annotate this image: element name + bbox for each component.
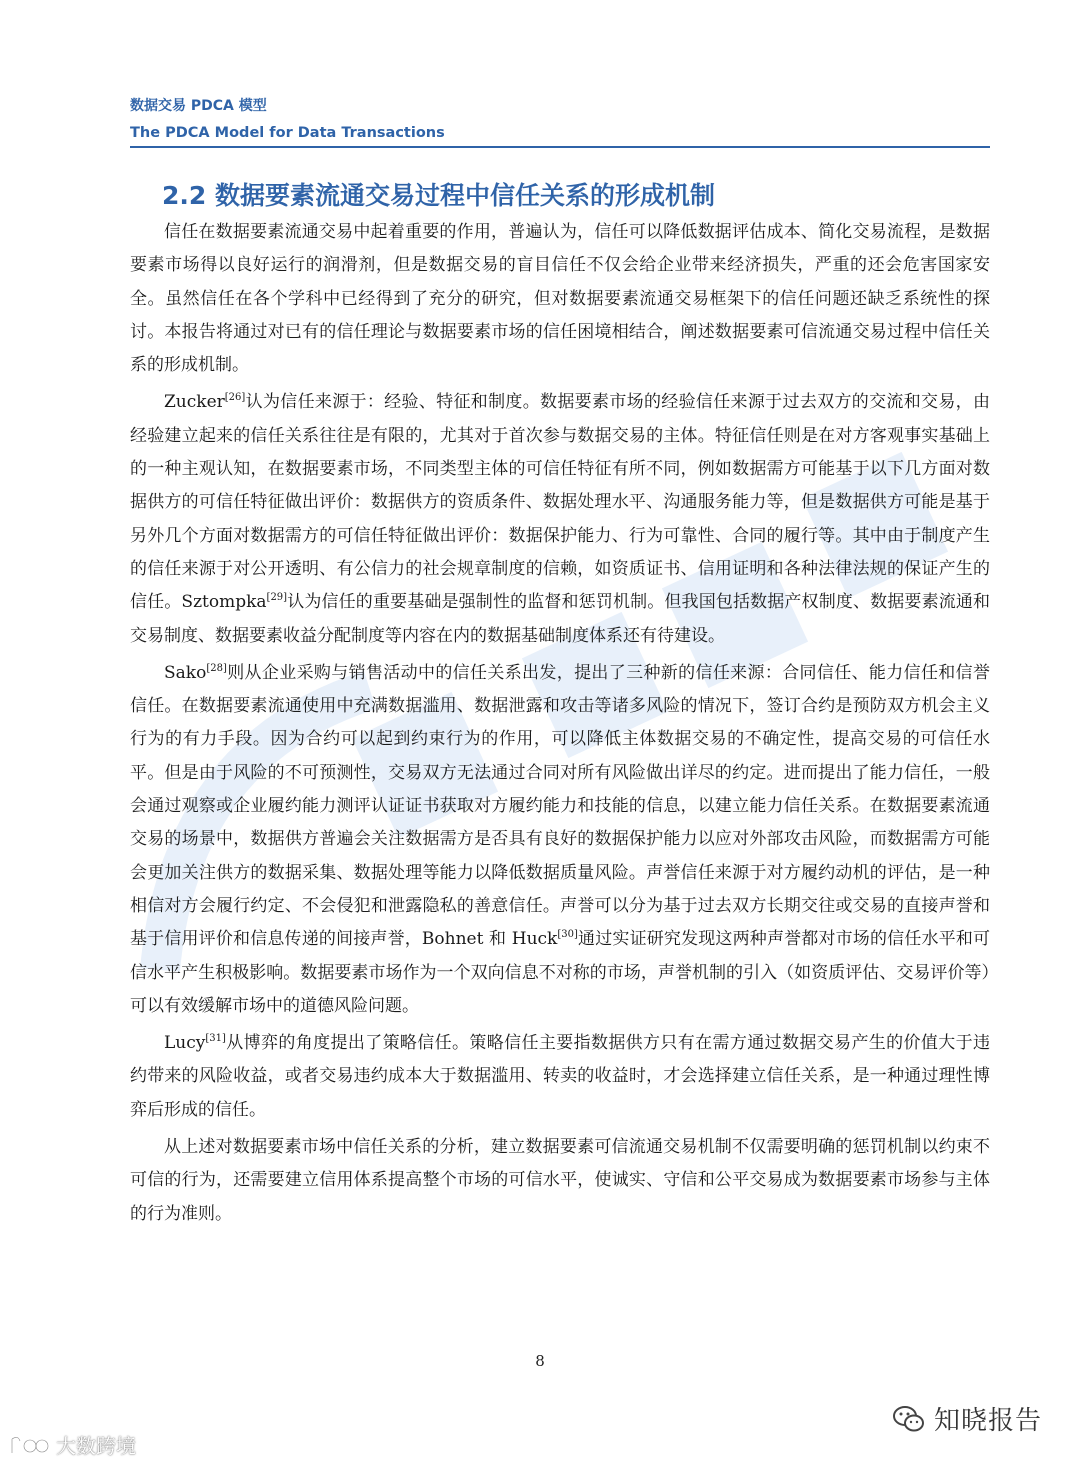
wechat-icon [892,1404,926,1434]
header-title-en: The PDCA Model for Data Transactions [130,125,445,141]
citation-ref: [28] [206,662,227,674]
left-watermark-text: 大数跨境 [56,1434,136,1458]
paragraph-5: 从上述对数据要素市场中信任关系的分析，建立数据要素可信流通交易机制不仅需要明确的惩罚机制以约束不可信的行为，还需要建立信用体系提高整个市场的可信水平，使诚实、守信和公平交易成为数据要素市场参与主体的行为准则。 [130,1137,990,1224]
citation-author: Lucy [164,1033,206,1054]
paragraph-text: 认为信任来源于：经验、特征和制度。数据要素市场的经验信任来源于过去双方的交流和交易，由经验建立起来的信任关系往往是有限的，尤其对于首次参与数据交易的主体。特征信任则是在对方客观事实基础上的一种主观认知，在数据要素市场，不同类型主体的可信任特征有所不同，例如数据需方可能基于以下几方面对数据供方的可信任特征做出评价：数据供方的资质条件、数据处理水平、沟通服务能力等，但是数据供方可能是基于另外几个方面对数据需方的可信任特征做出评价：数据保护能力、行为可靠性、合同的履行等。其中由于制度产生的信任来源于对公开透明、有公信力的社会规章制度的信赖，如资质证书、信用证明和各种法律法规的保证产生的信任。Sztompka [130,392,990,613]
brand-logo-icon [8,1433,50,1457]
header-title-cn: 数据交易 PDCA 模型 [130,98,267,114]
paragraph-text: 则从企业采购与销售活动中的信任关系出发，提出了三种新的信任来源：合同信任、能力信任和信誉信任。在数据要素流通使用中充满数据滥用、数据泄露和攻击等诸多风险的情况下，签订合约是预防双方机会主义行为的有力手段。因为合约可以起到约束行为的作用，可以降低主体数据交易的不确定性，提高交易的可信任水平。但是由于风险的不可预测性，交易双方无法通过合同对所有风险做出详尽的约定。进而提出了能力信任，一般会通过观察或企业履约能力测评认证证书获取对方履约能力和技能的信息，以建立能力信任关系。在数据要素流通交易的场景中，数据供方普遍会关注数据需方是否具有良好的数据保护能力以应对外部攻击风险，而数据需方可能会更加关注供方的数据采集、数据处理等能力以降低数据质量风险。声誉信任来源于对方履约动机的评估，是一种相信对方会履行约定、不会侵犯和泄露隐私的善意信任。声誉可以分为基于过去双方长期交往或交易的直接声誉和基于信用评价和信息传递的间接声誉，Bohnet 和 Huck [130,662,990,950]
paragraph-4 [130,1027,990,1127]
citation-ref: [31] [205,1033,226,1045]
paragraph-1: 信任在数据要素流通交易中起着重要的作用，普遍认为，信任可以降低数据评估成本、简化交易流程，是数据要素市场得以良好运行的润滑剂，但是数据交易的盲目信任不仅会给企业带来经济损失，严重的还会危害国家安全。虽然信任在各个学科中已经得到了充分的研究，但对数据要素流通交易框架下的信任问题还缺乏系统性的探讨。本报告将通过对已有的信任理论与数据要素市场的信任困境相结合，阐述数据要素可信流通交易过程中信任关系的形成机制。 [130,222,990,376]
citation-author: Zucker [164,392,225,413]
citation-ref: [26] [224,392,246,404]
paragraph-text: 认为信任的重要基础是强制性的监督和惩罚机制。但我国包括数据产权制度、数据要素流通和交易制度、数据要素收益分配制度等内容在内的数据基础制度体系还有待建设。 [130,592,991,646]
citation-ref: [29] [266,592,288,604]
paragraph-3 [130,657,990,1023]
page-number: 8 [535,1352,545,1370]
header-divider [130,146,990,148]
right-watermark-text: 知晓报告 [933,1406,1042,1436]
paragraph-text: 从博弈的角度提出了策略信任。策略信任主要指数据供方只有在需方通过数据交易产生的价值大于违约带来的风险收益，或者交易违约成本大于数据滥用、转卖的收益时，才会选择建立信任关系，是一种通过理性博弈后形成的信任。 [130,1033,990,1120]
body-text [130,216,990,1231]
paragraph-2 [130,386,990,652]
section-title: 2.2 数据要素流通交易过程中信任关系的形成机制 [162,181,715,210]
source-watermark-left [8,1430,136,1459]
paragraph-text: 通过实证研究发现这两种声誉都对市场的信任水平和可信水平产生积极影响。数据要素市场作为一个双向信息不对称的市场，声誉机制的引入（如资质评估、交易评价等）可以有效缓解市场中的道德风险问题。 [130,929,991,1016]
citation-ref: [30] [557,929,578,941]
citation-author: Sako [164,662,207,683]
running-header [130,96,990,144]
source-watermark-right [892,1400,1042,1437]
